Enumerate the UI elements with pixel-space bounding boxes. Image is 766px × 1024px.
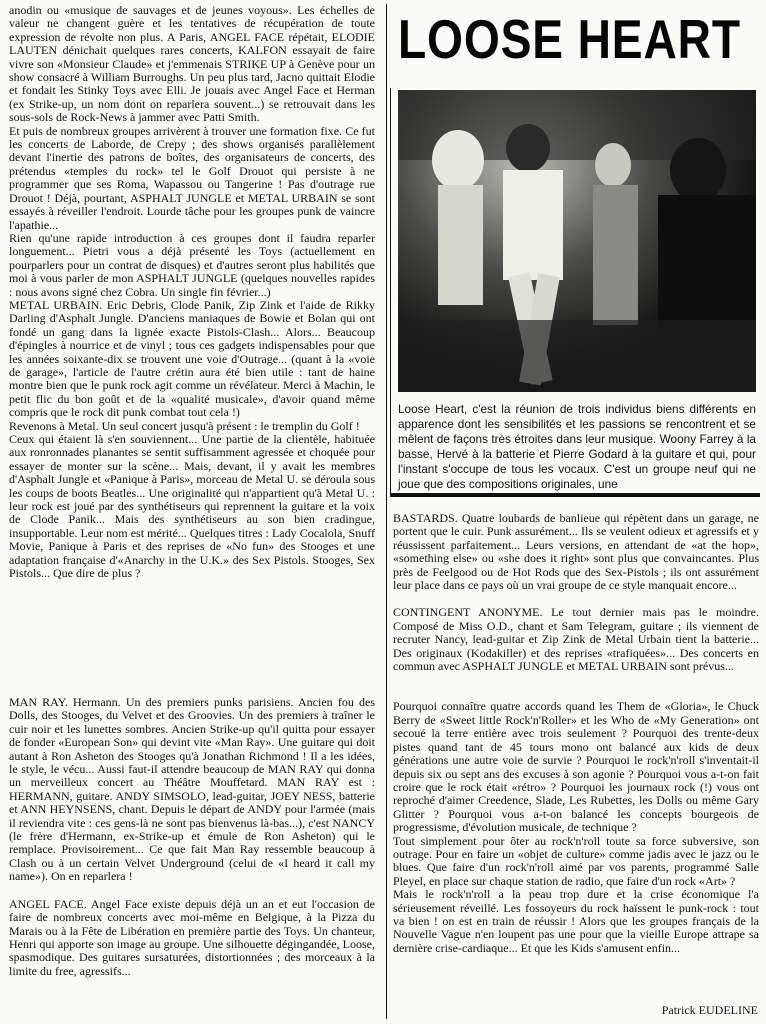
- photo-frame-line: [390, 88, 391, 493]
- photo-caption: Loose Heart, c'est la réunion de trois individus biens différents en apparence dont les sensibilités et les passions se rencontrent et se mêlent de façons très étroites dans leur musique. Woony Farrey à la basse, Hervé à la batterie et Pierre Godard à la guitare et qui, pour l'instant s'occupe de tous les vocaux. C'est un groupe neuf qui ne joue que des compositions originales, une: [398, 402, 756, 491]
- paragraph: BASTARDS. Quatre loubards de banlieue qui répètent dans un garage, ne portent que le cuir. Punk assurément... Ils se veulent odieux et agressifs et y réussissent parfaitement... Leurs versions, en attendant de «at the hop», «something else» ou «she does it right» sont plus que convaincantes. Plus près de Feelgood ou de Hot Rods que des Sex-Pistols ; ils ont assurément leur place dans ce pays où un vrai groupe de ce style manquait encore...: [393, 511, 759, 593]
- column-divider: [386, 4, 387, 1019]
- paragraph: Rien qu'une rapide introduction à ces groupes dont il faudra reparler longuement... Pietri vous a déjà présenté les Toys (actuellement en pourparlers pour un contrat de disques) et d'autres seront plus habilités que moi à vous parler de mon ASPHALT JUNGLE (quelques nouvelles rapides : nous avons signé chez Cobra. Un single fin février...): [9, 230, 375, 299]
- paragraph: Tout simplement pour ôter au rock'n'roll toute sa force subversive, son outrage. Pour en faire un «objet de culture» comme jadis avec le jazz ou le blues. Que faire d'un rock'n'roll aimé par vos parents, programmé Salle Pleyel, en place sur chaque station de radio, que faire d'un rock «Art» ?: [393, 833, 759, 888]
- right-column: [393, 512, 759, 955]
- paragraph: CONTINGENT ANONYME. Le tout dernier mais pas le moindre. Composé de Miss O.D., chant et Sam Telegram, guitare ; ils viennent de recruter Nancy, lead-guitar et Zip Zink de Metal Urbain tient la batterie... Des originaux (Kodakiller) et des reprises «trafiquées»... Des concerts en commun avec ASPHALT JUNGLE et METAL URBAIN sont prévus...: [393, 605, 759, 674]
- paragraph: METAL URBAIN. Eric Debris, Clode Panik, Zip Zink et l'aide de Rikky Darling d'Asphalt Jungle. D'anciens maniaques de Bowie et Bolan qui ont fondé un gang dans la lignée exacte Pistols-Clash... Alors... Beaucoup d'épingles à nourrice et de vinyl ; tous ces gadgets indispensables pour que les années soixante-dix se trouvent une voie d'Outrage... (quant à la «voie de garage», l'article de l'autre crétin aura été bien utile : tant de haine montre bien que le punk rock agit comme un révélateur. Merci à Machin, le petit flic du bon goût et de la «qualité musicale», d'avoir quand même compris que le rock dit punk combat tout cela !): [9, 297, 375, 420]
- paragraph: anodin ou «musique de sauvages et de jeunes voyous». Les échelles de valeur ne changent guère et les tentatives de récupération de toute expression de révolte non plus. A Paris, ANGEL FACE répétait, ELODIE LAUTEN dénichait quelques rares concerts, KALFON essayait de faire vivre son «Monsieur Claude» et j'emmenais STRIKE UP à Genève pour un show consacré à William Burroughs. Un peu plus tard, Jacno quittait Elodie et fondait les Stinky Toys avec Elli. Je jouais avec Angel Face et Herman (ex Strike-up, un nom dont on reparlera souvent...) se retrouvait dans les sous-sols de Rock-News à jammer avec Patti Smith.: [9, 3, 375, 125]
- paragraph: Et puis de nombreux groupes arrivèrent à trouver une formation fixe. Ce fut les concerts de Laborde, de Crepy ; des shows organisés parallèlement devant l'inertie des patrons de boîtes, des organisateurs de concerts, des prétendus «temples du rock» tel le Golf Drouot qui persiste à ne programmer que ses Roma, Wapassou ou Tangerine ! Pas d'outrage rue Drouot ! Déjà, pourtant, ASPHALT JUNGLE et METAL URBAIN se sont essayés à réveiller l'endroit. Lourde tâche pour les groupes punk de vaincre l'apathie...: [9, 123, 375, 232]
- article-title: LOOSE HEART: [398, 8, 741, 70]
- paragraph: Pourquoi connaître quatre accords quand les Them de «Gloria», le Chuck Berry de «Sweet little Rock'n'Roller» et les Who de «My Generation» ont secoué la terre entière avec trois seulement ? Pourquoi des trente-deux pistes quand tant de 45 tours mono ont balancé aux kids de deux générations une autre voie de survie ? Pourquoi le rock'n'roll s'inventait-il depuis six ou sept ans des excuses à son agonie ? Pourquoi vous a-t-on fait croire que le rock était «rétro» ? Pourquoi les journaux rock (!) vous ont reproché d'aimer Creedence, Slade, Les Rubettes, les Dolls ou même Gary Glitter ? Pourquoi vous a-t-on balancé les concepts bourgeois de progressisme, d'évolution musicale, de technique ?: [393, 699, 759, 835]
- paragraph: ANGEL FACE. Angel Face existe depuis déjà un an et eut l'occasion de faire de nombreux concerts avec moi-même en Belgique, à la Pizza du Marais ou à la Fête de Libération en première partie des Toys. Un chanteur, Henri qui apporte son image au groupe. Une silhouette dégingandée, Loose, spasmodique. Des guitares sursaturées, distortionnées ; des morceaux à la limite du free, agressifs...: [9, 896, 375, 978]
- paragraph: Ceux qui étaient là s'en souviennent... Une partie de la clientèle, habituée aux ronronnades planantes se sentit suffisamment agressée et choquée pour essayer de monter sur la scène... Mais, devant, il y avait les membres d'Asphalt Jungle et «Panique à Paris», morceau de Metal U. se déroula sous les coups de boots Beatles... Une originalité qui n'appartient qu'à Metal U. : leur rock est joué par des synthétiseurs qui reprennent la guitare et la voix de Clode Panik... Mais des synthétiseurs au son bien cradingue, insupportable. Leur nom est mérité... Quelques titres : Lady Cocalola, Snuff Movie, Panique à Paris et des reprises de «No fun» des Stooges et une adaptation française d'«Anarchy in the U.K.» des Sex Pistols. Stooges, Sex Pistols... Que dire de plus ?: [9, 432, 375, 581]
- left-column-bottom: [9, 696, 375, 978]
- paragraph: MAN RAY. Hermann. Un des premiers punks parisiens. Ancien fou des Dolls, des Stooges, du Velvet et des Groovies. Un des premiers à traîner le cuir noir et les lunettes sombres. Ancien Strike-up qu'il quitta pour essayer de fonder «European Son» qui devint vite «Man Ray». Une guitare qui doit autant à Ron Asheton des Stooges qu'à Jonathan Richmond ! Il a les idées, le style, le vécu... Aussi faut-il attendre beaucoup de MAN RAY qui donna un merveilleux concert au Théâtre Mouffetard. MAN RAY est : HERMANN, guitare. ANDY SIMSOLO, lead-guitar, JOEY NESS, batterie et ANN HEYNSENS, chant. Depuis le départ de ANDY pour l'armée (mais il reviendra vite : ces gens-là ne sont pas bienvenus là-bas...), c'est NANCY (le frère d'Hermann, ex-Strike-up et émule de Ron Asheton) qui le remplace. Provisoirement... Ce que fait Man Ray ressemble beaucoup à Clash ou à un certain Velvet Underground (celui de «I heard it call my name»). On en reparlera !: [9, 695, 375, 884]
- paragraph: Mais le rock'n'roll a la peau trop dure et la crise économique l'a sérieusement réveillé. Les fossoyeurs du rock haïssent le punk-rock : tout va bien ! on est en train de réussir ! Alors que les groupes français de la Nouvelle Vague n'en loupent pas une pour que la vieille Europe attrape sa dernière crise-cardiaque... Et que les Kids s'amusent enfin...: [393, 887, 759, 955]
- band-performance-photo-icon: [398, 90, 756, 392]
- paragraph: Revenons à Metal. Un seul concert jusqu'à présent : le tremplin du Golf !: [9, 418, 360, 433]
- caption-rule: [390, 493, 760, 497]
- byline: Patrick EUDELINE: [661, 1003, 758, 1017]
- left-column-top: [9, 4, 375, 580]
- band-photo: [398, 90, 756, 392]
